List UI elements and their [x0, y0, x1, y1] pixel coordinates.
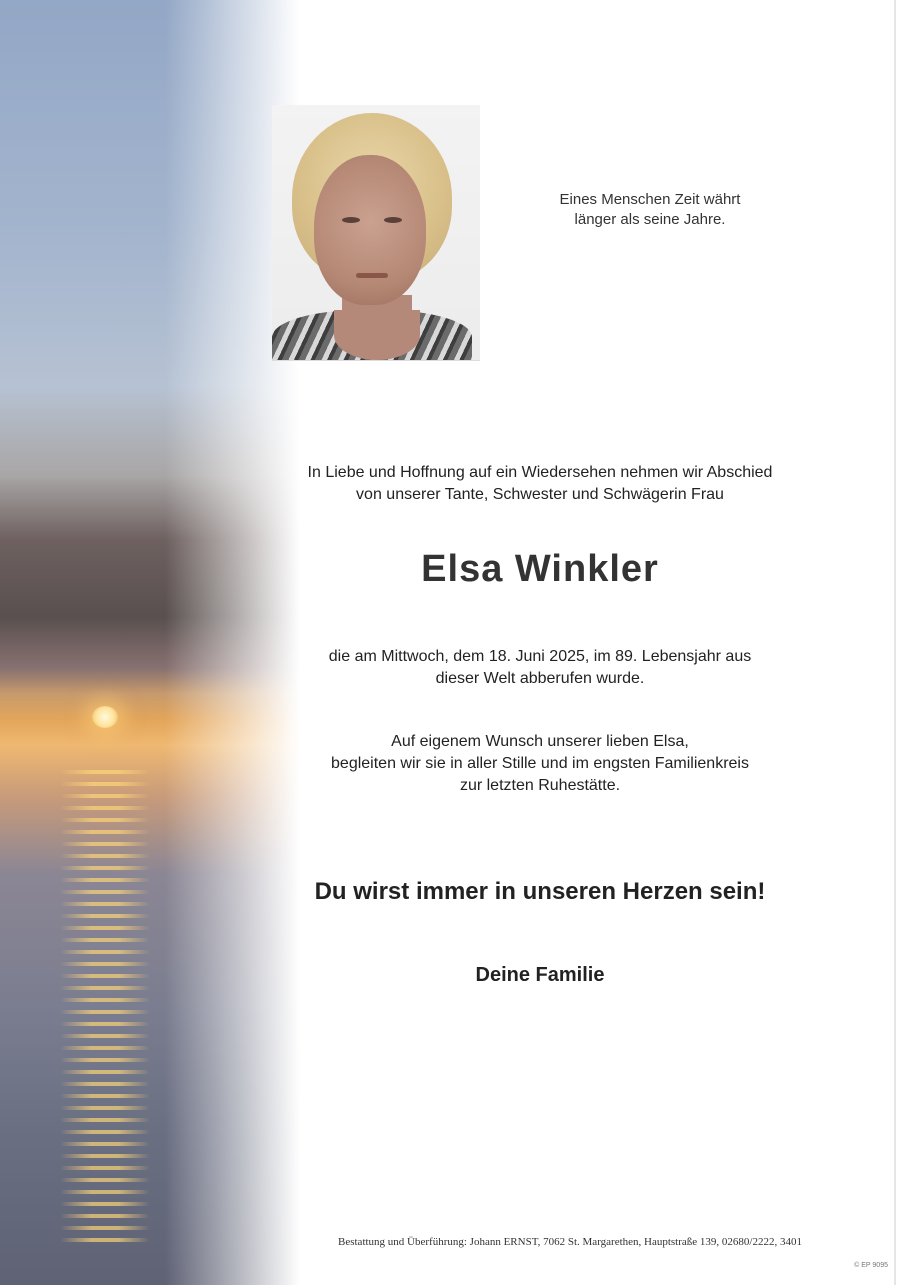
motto-line-2: länger als seine Jahre. — [574, 211, 726, 228]
funeral-wish-line-1: Auf eigenem Wunsch unserer lieben Elsa, — [391, 733, 689, 750]
closing-phrase: Du wirst immer in unseren Herzen sein! — [314, 878, 766, 905]
portrait-mouth — [356, 273, 388, 278]
intro-text — [260, 462, 820, 506]
death-notice-line-2: dieser Welt abberufen wurde. — [435, 670, 645, 687]
motto-line-1: Eines Menschen Zeit währt — [559, 191, 741, 208]
death-notice-line-1: die am Mittwoch, dem 18. Juni 2025, im 89. Lebensjahr aus — [328, 648, 752, 665]
portrait-eye-right — [384, 217, 402, 223]
intro-line-2: von unserer Tante, Schwester und Schwägerin Frau — [356, 486, 724, 503]
deceased-name: Elsa Winkler — [421, 548, 659, 590]
template-code: © EP 9095 — [854, 1262, 888, 1269]
intro-line-1: In Liebe und Hoffnung auf ein Wiedersehen nehmen wir Abschied — [307, 464, 773, 481]
background-fade — [0, 0, 300, 1285]
funeral-wish-text — [260, 731, 820, 797]
page-edge-line — [894, 0, 896, 1285]
funeral-wish-line-3: zur letzten Ruhestätte. — [459, 777, 621, 794]
portrait-photo — [272, 105, 480, 361]
portrait-face — [314, 155, 426, 305]
motto-quote — [520, 190, 780, 230]
family-signature: Deine Familie — [475, 964, 605, 986]
funeral-wish-line-2: begleiten wir sie in aller Stille und im engsten Familienkreis — [331, 755, 749, 772]
death-notice-text — [260, 646, 820, 690]
funeral-home-footer: Bestattung und Überführung: Johann ERNST, 7062 St. Margarethen, Hauptstraße 139, 02680/2222, 3401 — [338, 1236, 802, 1248]
portrait-eye-left — [342, 217, 360, 223]
